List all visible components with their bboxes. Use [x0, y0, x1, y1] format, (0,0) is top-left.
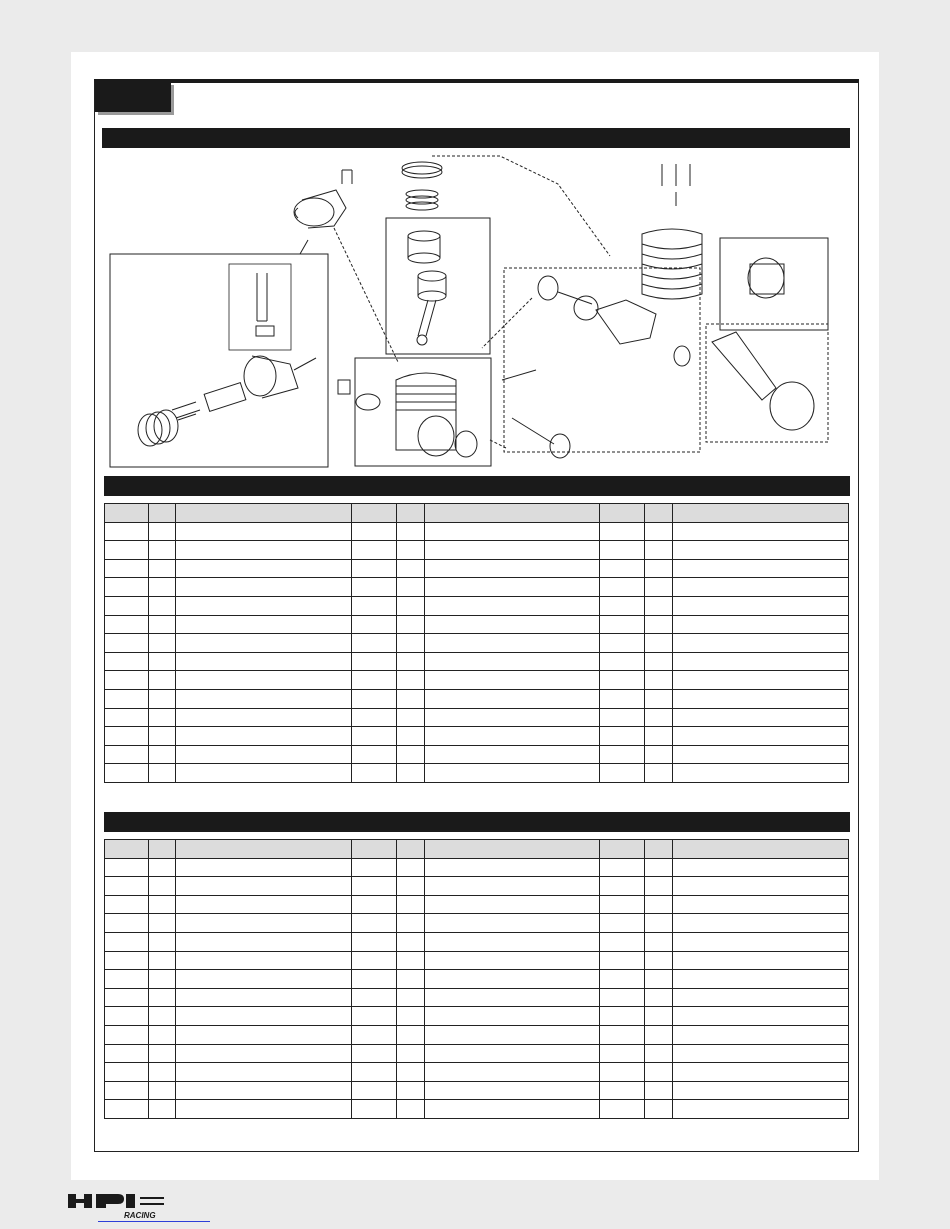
table-header-row [105, 504, 849, 523]
table-row [105, 932, 849, 951]
table-row [105, 764, 849, 783]
roto-start-box [706, 324, 828, 442]
starter-part [748, 258, 784, 298]
backplate-part [538, 276, 656, 344]
bearing-part [455, 431, 477, 457]
thrust-washer-part [356, 394, 380, 410]
table-row [105, 634, 849, 653]
svg-text:RACING: RACING [124, 1211, 156, 1220]
carburetor-inset-box [110, 254, 328, 467]
needle-valve-part [256, 273, 274, 336]
footer-link-underline [98, 1221, 210, 1222]
table-row [105, 689, 849, 708]
table-row [105, 988, 849, 1007]
table-row [105, 745, 849, 764]
engine-exploded-diagram [102, 148, 850, 474]
backplate-box [504, 268, 700, 452]
table-row [105, 1007, 849, 1026]
coupler-part [674, 346, 690, 366]
crankshaft-part [502, 370, 570, 458]
parts-table-2 [104, 839, 849, 1119]
table-row [105, 1044, 849, 1063]
carburetor-part [294, 170, 352, 228]
table-row [105, 858, 849, 877]
table-row [105, 1025, 849, 1044]
crankcase-part [396, 373, 456, 456]
table-row [105, 895, 849, 914]
table-row [105, 1063, 849, 1082]
hpi-racing-logo [66, 1192, 166, 1220]
roto-start-part [712, 332, 814, 430]
table-row [105, 596, 849, 615]
parts-list-2-header-bar [104, 812, 850, 832]
table-row [105, 615, 849, 634]
table-row [105, 522, 849, 541]
parts-list-1-header-bar [104, 476, 850, 496]
table-row [105, 578, 849, 597]
table-row [105, 1081, 849, 1100]
table-row [105, 970, 849, 989]
starter-box [720, 238, 828, 330]
cylinder-head-button-part [402, 162, 442, 210]
table-row [105, 951, 849, 970]
table-row [105, 708, 849, 727]
collet-part [338, 380, 350, 394]
table-row [105, 727, 849, 746]
diagram-header-bar [102, 128, 850, 148]
section-tab [95, 82, 171, 112]
parts-table-1 [104, 503, 849, 783]
table-row [105, 877, 849, 896]
table-row [105, 1100, 849, 1119]
table-row [105, 541, 849, 560]
table-row [105, 559, 849, 578]
table-row [105, 671, 849, 690]
carb-body-inset-part [244, 356, 316, 398]
piston-part [408, 231, 446, 345]
drum-part [138, 410, 196, 446]
table-row [105, 914, 849, 933]
table-header-row [105, 840, 849, 859]
cooling-head-part [642, 164, 702, 299]
slide-valve-part [172, 383, 246, 418]
table-row [105, 652, 849, 671]
